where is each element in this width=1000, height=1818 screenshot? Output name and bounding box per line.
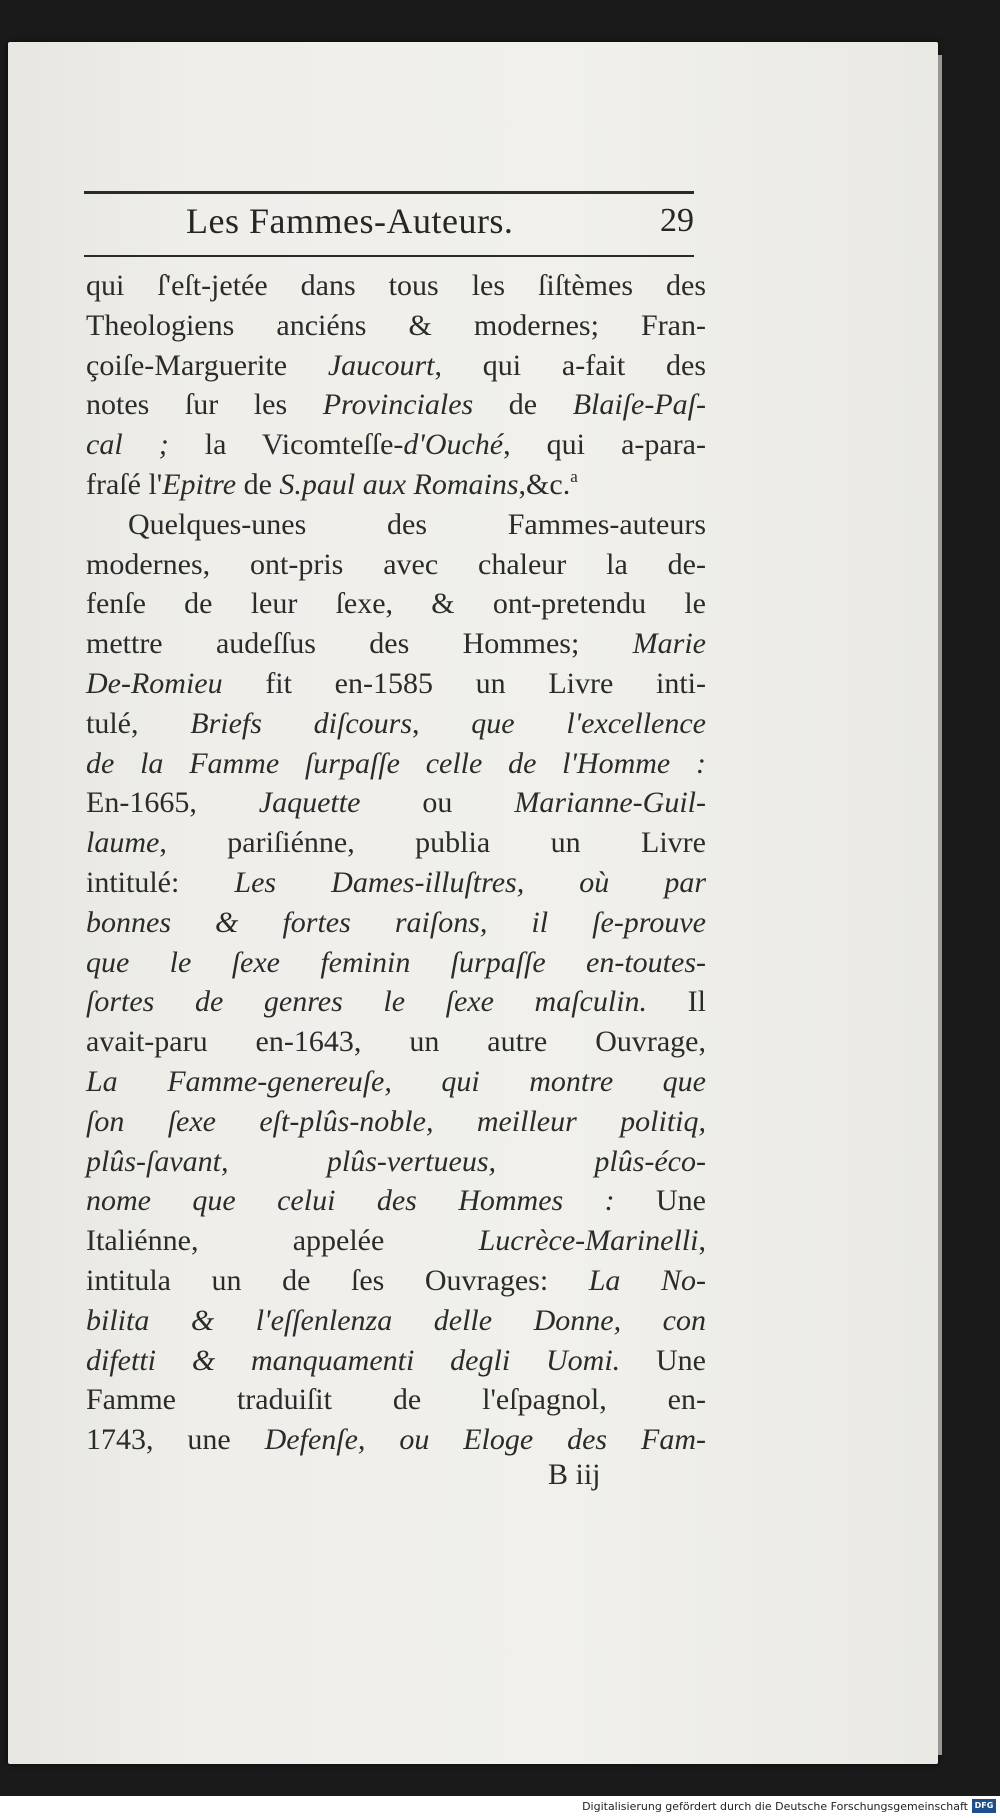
- text-line: bilita & l'eſſenlenza delle Donne, con: [86, 1303, 706, 1337]
- text-line: avait-paru en-1643, un autre Ouvrage,: [86, 1025, 706, 1059]
- body-text: [86, 266, 706, 1460]
- text-line: ſon ſexe eſt-plûs-noble, meilleur politiq,: [86, 1104, 706, 1138]
- text-line: bonnes & fortes raiſons, il ſe-prouve: [86, 905, 706, 939]
- text-line: difetti & manquamenti degli Uomi. Une: [86, 1343, 706, 1377]
- header-rule-top: [84, 191, 694, 194]
- text-line: Theologiens anciéns & modernes; Fran-: [86, 308, 706, 342]
- text-line: plûs-ſavant, plûs-vertueus, plûs-éco-: [86, 1144, 706, 1178]
- footer-credit: Digitalisierung gefördert durch die Deutsche Forschungsgemeinschaft: [582, 1800, 968, 1813]
- text-line: 1743, une Defenſe, ou Eloge des Fam-: [86, 1423, 706, 1457]
- text-line: laume, pariſiénne, publia un Livre: [86, 826, 706, 860]
- text-line: De-Romieu fit en-1585 un Livre inti-: [86, 666, 706, 700]
- running-title: Les Fammes-Auteurs.: [186, 201, 514, 241]
- text-line: En-1665, Jaquette ou Marianne-Guil-: [86, 786, 706, 820]
- text-line: cal ; la Vicomteſſe-d'Ouché, qui a-para-: [86, 428, 706, 462]
- digitization-footer: [0, 1796, 1000, 1818]
- header-rule-bottom: [84, 255, 694, 257]
- text-line: Italiénne, appelée Lucrèce-Marinelli,: [86, 1224, 706, 1258]
- page-number: 29: [660, 202, 694, 239]
- text-line: de la Famme ſurpaſſe celle de l'Homme :: [86, 746, 706, 780]
- text-line: tulé, Briefs diſcours, que l'excellence: [86, 706, 706, 740]
- text-line: notes ſur les Provinciales de Blaiſe-Paſ-: [86, 388, 706, 422]
- text-line: çoiſe-Marguerite Jaucourt, qui a-fait des: [86, 348, 706, 382]
- text-line: modernes, ont-pris avec chaleur la de-: [86, 547, 706, 581]
- text-line: fraſé l'Epitre de S.paul aux Romains,&c.$^a$: [86, 466, 578, 501]
- text-line: La Famme-genereuſe, qui montre que: [86, 1064, 706, 1098]
- text-line: que le ſexe feminin ſurpaſſe en-toutes-: [86, 945, 706, 979]
- text-line: Famme traduiſit de l'eſpagnol, en-: [86, 1383, 706, 1417]
- text-line: intitula un de ſes Ouvrages: La No-: [86, 1263, 706, 1297]
- text-line: ſortes de genres le ſexe maſculin. Il: [86, 985, 706, 1019]
- text-line: intitulé: Les Dames-illuſtres, où par: [86, 865, 707, 899]
- signature-mark: B iij: [548, 1458, 601, 1491]
- text-line: fenſe de leur ſexe, & ont-pretendu le: [86, 587, 706, 621]
- page-edge: [938, 55, 942, 1755]
- text-line: Quelques-unes des Fammes-auteurs: [128, 507, 706, 541]
- text-line: mettre audeſſus des Hommes; Marie: [86, 627, 706, 661]
- dfg-logo-icon: DFG: [972, 1799, 996, 1813]
- page-header: [84, 196, 694, 252]
- text-line: nome que celui des Hommes : Une: [86, 1184, 706, 1218]
- text-line: qui ſ'eſt-jetée dans tous les ſiſtèmes des: [86, 269, 706, 302]
